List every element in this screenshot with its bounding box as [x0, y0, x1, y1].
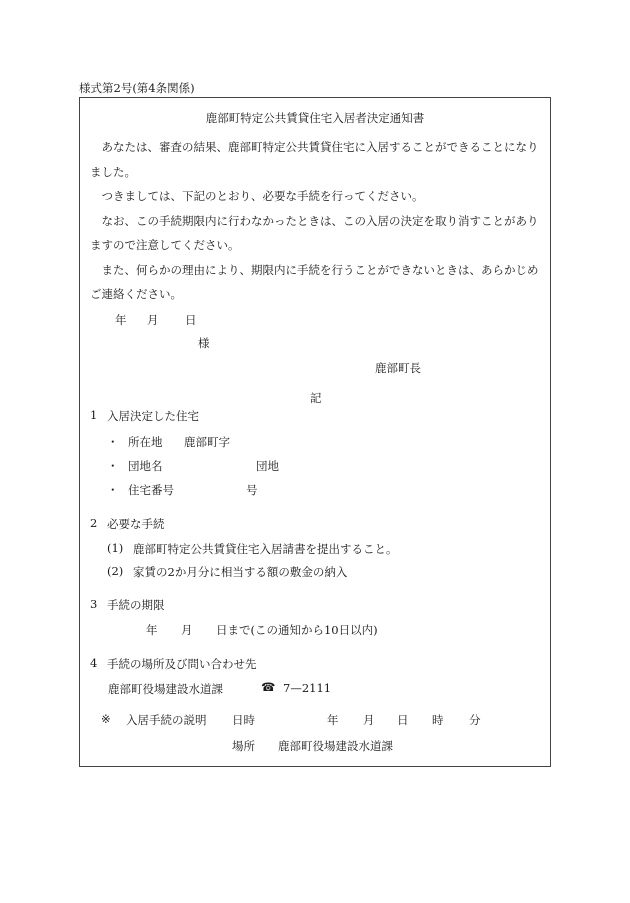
section3-number: 3 — [90, 597, 98, 611]
section1-heading: 入居決定した住宅 — [107, 409, 199, 423]
section4-number: 4 — [90, 656, 98, 670]
complex-label: 団地名 — [128, 459, 163, 473]
unit-number-value: 号 — [246, 483, 258, 497]
ki-heading: 記 — [310, 391, 322, 405]
date-month: 月 — [147, 313, 159, 327]
section3-heading: 手続の期限 — [107, 598, 165, 612]
telephone-icon: ☎ — [261, 680, 276, 694]
sender-name: 鹿部町長 — [375, 361, 421, 375]
note-label: 入居手続の説明 — [126, 713, 207, 727]
paragraph-result: あなたは、審査の結果、鹿部町特定公共賃貸住宅に入居することができることになりました。 — [90, 140, 539, 179]
bullet: ・ — [107, 459, 119, 473]
note-minute: 分 — [469, 713, 481, 727]
addressee-suffix: 様 — [198, 336, 210, 350]
item2-text: 家賃の2か月分に相当する額の敷金の納入 — [133, 565, 348, 579]
note-month: 月 — [363, 713, 375, 727]
note-place-label: 場所 — [232, 739, 255, 753]
bullet: ・ — [107, 483, 119, 497]
date-day: 日 — [185, 313, 197, 327]
paragraph-contact: また、何らかの理由により、期限内に手続を行うことができないときは、あらかじめご連絡ください。 — [90, 262, 539, 301]
deadline-month: 月 — [181, 623, 193, 637]
section4-heading: 手続の場所及び問い合わせ先 — [107, 657, 257, 671]
office-name: 鹿部町役場建設水道課 — [108, 682, 223, 696]
note-place: 鹿部町役場建設水道課 — [278, 739, 393, 753]
paragraph-procedure: つきましては、下記のとおり、必要な手続を行ってください。 — [101, 189, 424, 203]
item2-number: (2) — [107, 564, 124, 578]
section2-heading: 必要な手続 — [107, 517, 165, 531]
item1-text: 鹿部町特定公共賃貸住宅入居請書を提出すること。 — [133, 542, 398, 556]
note-year: 年 — [327, 713, 339, 727]
section1-number: 1 — [90, 408, 98, 422]
location-label: 所在地 — [128, 435, 163, 449]
unit-number-label: 住宅番号 — [128, 483, 174, 497]
complex-value: 団地 — [256, 459, 279, 473]
document-title: 鹿部町特定公共賃貸住宅入居者決定通知書 — [205, 111, 425, 125]
deadline-year: 年 — [146, 623, 158, 637]
note-hour: 時 — [432, 713, 444, 727]
notice-body — [90, 135, 542, 307]
paragraph-warning: なお、この手続期限内に行わなかったときは、この入居の決定を取り消すことがありますので注意してください。 — [90, 213, 539, 252]
note-mark: ※ — [101, 712, 111, 726]
bullet: ・ — [107, 435, 119, 449]
date-year: 年 — [115, 313, 127, 327]
deadline-rest: 日まで(この通知から10日以内) — [216, 623, 378, 637]
section2-number: 2 — [90, 516, 98, 530]
note-datetime-label: 日時 — [232, 713, 255, 727]
phone-number: 7—2111 — [283, 681, 332, 695]
location-value: 鹿部町字 — [184, 435, 230, 449]
item1-number: (1) — [107, 541, 124, 555]
notice-frame — [79, 97, 551, 767]
form-number: 様式第2号(第4条関係) — [79, 81, 195, 95]
note-day: 日 — [397, 713, 409, 727]
